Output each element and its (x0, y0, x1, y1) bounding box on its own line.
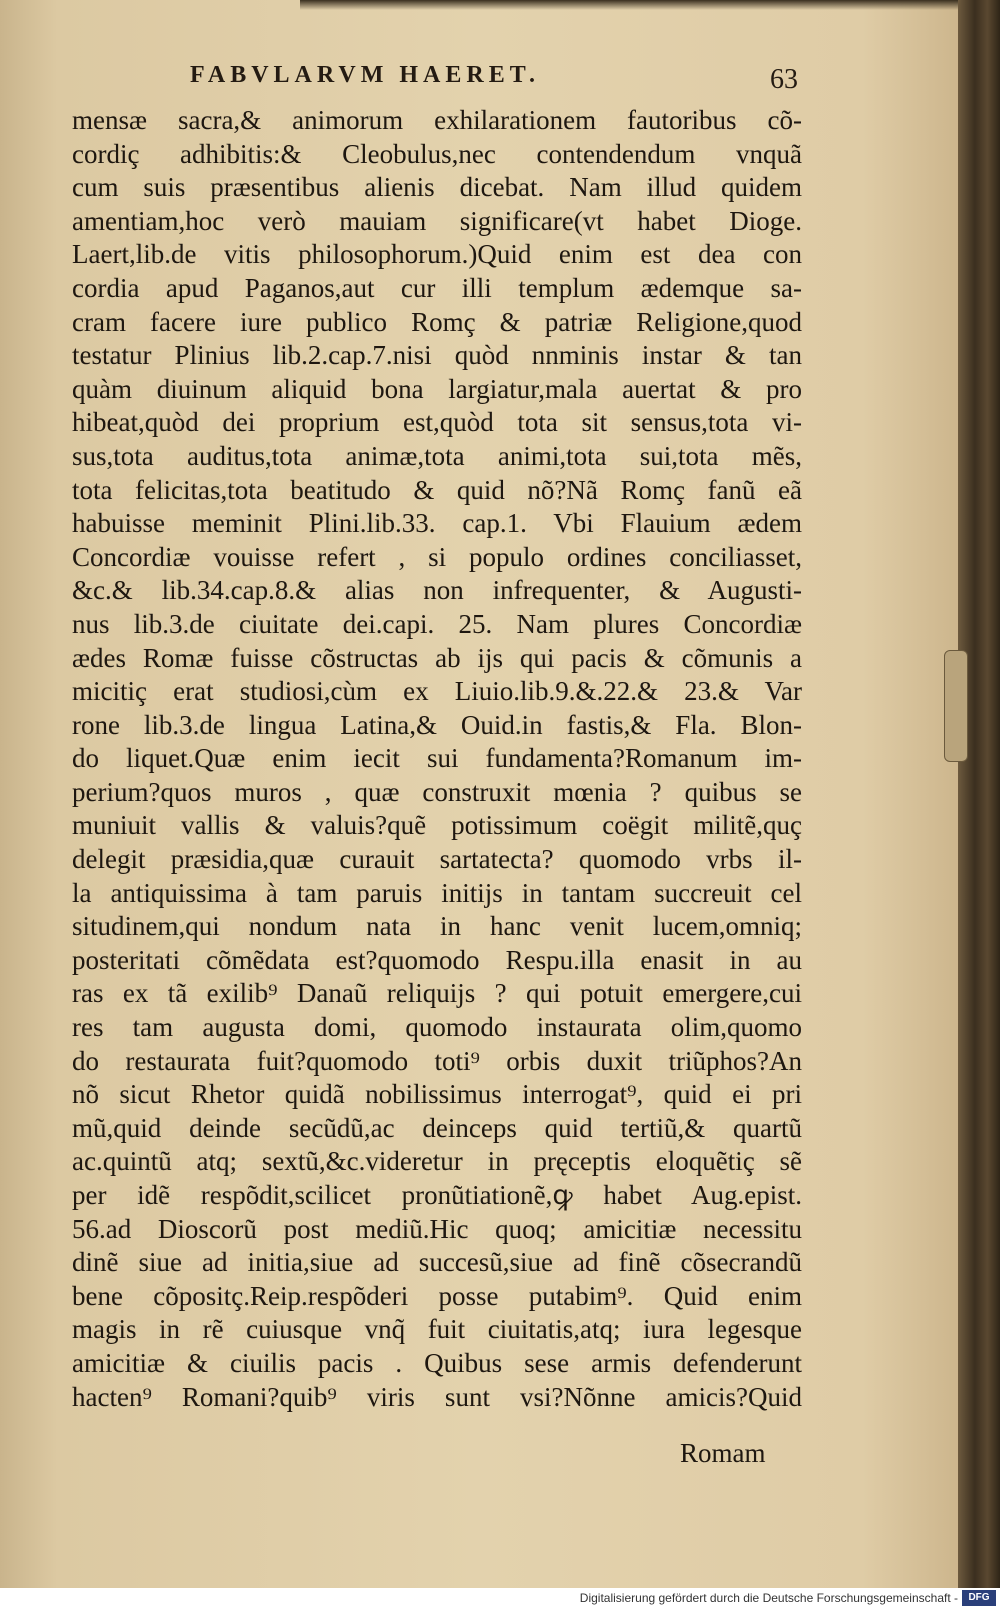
text-line: Concordiæ vouisse refert , si populo ordines conciliasset, (72, 541, 802, 572)
text-line: magis in rẽ cuiusque vnq̃ fuit ciuitatis,atq; iura legesque (72, 1314, 802, 1345)
catchword: Romam (680, 1438, 766, 1468)
text-line: cordiç adhibitis:& Cleobulus,nec contendendum vnquã (72, 138, 802, 169)
text-line: rone lib.3.de lingua Latina,& Ouid.in fastis,& Fla. Blon- (72, 709, 802, 740)
text-line: hacten⁹ Romani?quib⁹ viris sunt vsi?Nõnne amicis?Quid (72, 1381, 802, 1412)
text-line: hibeat,quòd dei proprium est,quòd tota sit sensus,tota vi- (72, 407, 802, 438)
text-line: la antiquissima à tam paruis initijs in tantam succreuit cel (72, 877, 802, 908)
text-line: do restaurata fuit?quomodo toti⁹ orbis duxit triũphos?An (72, 1045, 802, 1076)
top-shadow (300, 0, 958, 10)
dfg-logo: DFG (962, 1590, 996, 1606)
funding-credit: Digitalisierung gefördert durch die Deutsche Forschungsgemeinschaft - (579, 1591, 958, 1605)
text-line: amicitiæ & ciuilis pacis . Quibus sese armis defenderunt (72, 1347, 802, 1378)
book-edge (958, 0, 1000, 1588)
text-line: tota felicitas,tota beatitudo & quid nõ?Nã Romç fanũ eã (72, 474, 802, 505)
text-line: mensæ sacra,& animorum exhilarationem fautoribus cõ- (72, 105, 802, 135)
text-line: situdinem,qui nondum nata in hanc venit lucem,omniq; (72, 911, 802, 942)
text-line: micitiç erat studiosi,cùm ex Liuio.lib.9.&.22.& 23.& Var (72, 676, 802, 707)
text-line: 56.ad Dioscorũ post mediũ.Hic quoq; amicitiæ necessitu (72, 1213, 802, 1244)
body-text (72, 104, 802, 1414)
text-line: bene cõpositç.Reip.respõderi posse putabim⁹. Quid enim (72, 1280, 802, 1311)
text-line: habuisse meminit Plini.lib.33. cap.1. Vbi Flauium ædem (72, 508, 802, 539)
text-line: mũ,quid deinde secũdũ,ac deinceps quid tertiũ,& quartũ (72, 1112, 802, 1143)
text-line: cram facere iure publico Romç & patriæ Religione,quod (72, 306, 802, 337)
text-line: do liquet.Quæ enim iecit sui fundamenta?Romanum im- (72, 743, 802, 774)
page-clip (944, 650, 968, 762)
page-number: 63 (770, 64, 798, 95)
text-line: ras ex tã exilib⁹ Danaũ reliquijs ? qui potuit emergere,cui (72, 978, 802, 1009)
text-line: dinẽ siue ad initia,siue ad succesũ,siue ad finẽ cõsecrandũ (72, 1247, 802, 1278)
text-line: &c.& lib.34.cap.8.& alias non infrequenter, & Augusti- (72, 575, 802, 606)
text-line: posteritati cõmẽdata est?quomodo Respu.illa enasit in au (72, 944, 802, 975)
running-head: FABVLARVM HAERET. (190, 62, 540, 88)
text-line: nõ sicut Rhetor quidã nobilissimus interrogat⁹, quid ei pri (72, 1079, 802, 1110)
text-line: per idẽ respõdit,scilicet pronũtiationẽ,ꝙ habet Aug.epist. (72, 1180, 802, 1210)
text-line: quàm diuinum aliquid bona largiatur,mala auertat & pro (72, 373, 802, 404)
text-line: ædes Romæ fuisse cõstructas ab ijs qui pacis & cõmunis a (72, 642, 802, 673)
text-line: testatur Plinius lib.2.cap.7.nisi quòd nnminis instar & tan (72, 340, 802, 371)
text-line: res tam augusta domi, quomodo instaurata olim,quomo (72, 1012, 802, 1043)
text-line: muniuit vallis & valuis?quẽ potissimum coëgit militẽ,quç (72, 810, 802, 841)
text-line: sus,tota auditus,tota animæ,tota animi,tota sui,tota mẽs, (72, 440, 802, 471)
text-line: nus lib.3.de ciuitate dei.capi. 25. Nam plures Concordiæ (72, 608, 802, 639)
text-line: cordia apud Paganos,aut cur illi templum ædemque sa- (72, 272, 802, 303)
text-line: ac.quintũ atq; sextũ,&c.videretur in pręceptis eloquẽtiç sẽ (72, 1146, 802, 1177)
page-header (0, 62, 958, 98)
text-line: Laert,lib.de vitis philosophorum.)Quid enim est dea con (72, 239, 802, 270)
text-line: delegit præsidia,quæ curauit sartatecta? quomodo vrbs il- (72, 844, 802, 875)
text-line: amentiam,hoc verò mauiam significare(vt habet Dioge. (72, 205, 802, 236)
text-line: cum suis præsentibus alienis dicebat. Nam illud quidem (72, 172, 802, 203)
text-line: perium?quos muros , quæ construxit mœnia ? quibus se (72, 776, 802, 807)
footer-bar (0, 1588, 1000, 1610)
